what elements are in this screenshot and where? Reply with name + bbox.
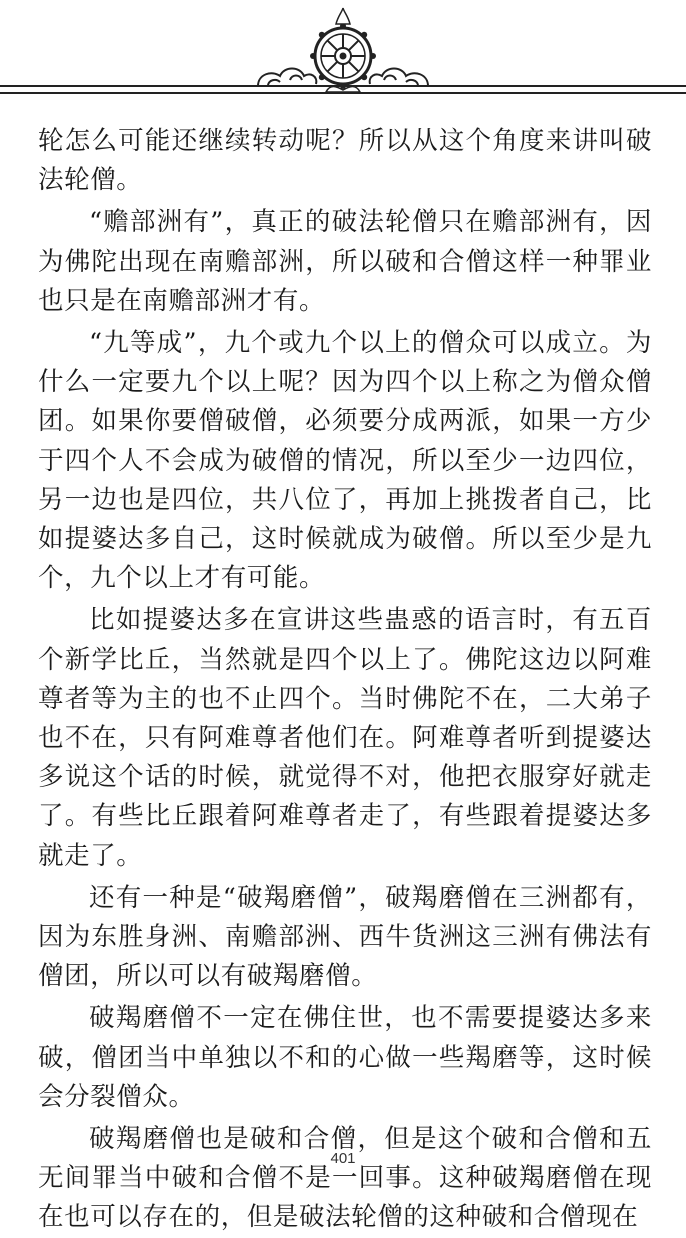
- page-header-ornament: [0, 0, 686, 110]
- cloud-scroll-icon: [258, 69, 316, 87]
- paragraph: 比如提婆达多在宣讲这些蛊惑的语言时，有五百个新学比丘，当然就是四个以上了。佛陀这边以阿难尊者等为主的也不止四个。当时佛陀不在，二大弟子也不在，只有阿难尊者他们在。阿难尊者听到提婆达多说这个话的时候，就觉得不对，他把衣服穿好就走了。有些比丘跟着阿难尊者走了，有些跟着提婆达多就走了。: [38, 605, 652, 871]
- paragraph: 破羯磨僧不一定在佛住世，也不需要提婆达多来破，僧团当中单独以不和的心做一些羯磨等，这时候会分裂僧众。: [38, 1003, 652, 1112]
- paragraph: 破羯磨僧也是破和合僧，但是这个破和合僧和五无间罪当中破和合僧不是一回事。这种破羯磨僧在现在也可以存在的，但是破法轮僧的这种破和合僧现在: [38, 1124, 652, 1233]
- dharma-wheel-icon: [310, 8, 376, 92]
- paragraph: “九等成”，九个或九个以上的僧众可以成立。为什么一定要九个以上呢？因为四个以上称之为僧众僧团。如果你要僧破僧，必须要分成两派，如果一方少于四个人不会成为破僧的情况，所以至少一边四位，另一边也是四位，共八位了，再加上挑拨者自己，比如提婆达多自己，这时候就成为破僧。所以至少是九个，九个以上才有可能。: [38, 328, 652, 594]
- cloud-scroll-icon: [370, 69, 428, 87]
- paragraph: “赡部洲有”，真正的破法轮僧只在赡部洲有，因为佛陀出现在南赡部洲，所以破和合僧这样一种罪业也只是在南赡部洲才有。: [38, 207, 652, 316]
- paragraph: 轮怎么可能还继续转动呢？所以从这个角度来讲叫破法轮僧。: [38, 126, 652, 196]
- page-number: 401: [330, 1150, 356, 1167]
- paragraph: 还有一种是“破羯磨僧”，破羯磨僧在三洲都有，因为东胜身洲、南赡部洲、西牛货洲这三洲有佛法有僧团，所以可以有破羯磨僧。: [38, 882, 652, 992]
- page-body: [38, 122, 652, 1238]
